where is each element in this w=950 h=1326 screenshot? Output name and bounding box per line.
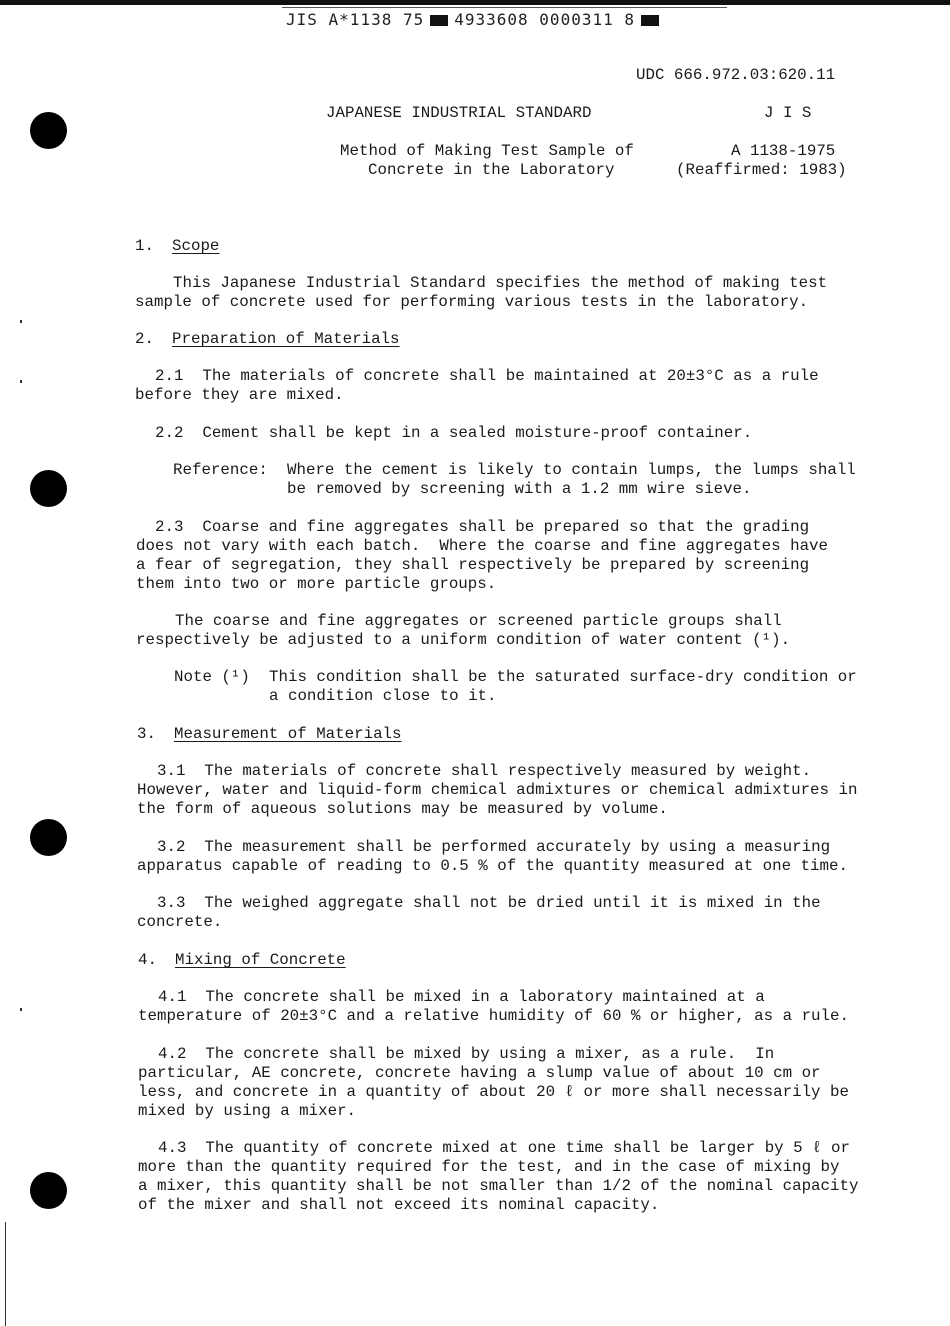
block-mark (430, 15, 448, 26)
scan-edge (5, 1222, 6, 1326)
doc-title-line: Method of Making Test Sample of (340, 142, 634, 160)
para-line: sample of concrete used for performing various tests in the laboratory. (135, 293, 809, 311)
para-line: Where the cement is likely to contain lumps, the lumps shall (287, 461, 856, 479)
para-line: 2.1 The materials of concrete shall be maintained at 20±3°C as a rule (155, 367, 819, 385)
reference-label: Reference: (173, 461, 268, 479)
para-line: particular, AE concrete, concrete having a slump value of about 10 cm or (138, 1064, 821, 1082)
para-line: 2.2 Cement shall be kept in a sealed moisture-proof container. (155, 424, 753, 442)
para-line: before they are mixed. (135, 386, 344, 404)
para-line: 3.1 The materials of concrete shall respectively measured by weight. (157, 762, 812, 780)
para-line: mixed by using a mixer. (138, 1102, 357, 1120)
para-line: 4.2 The concrete shall be mixed by using a mixer, as a rule. In (158, 1045, 775, 1063)
jis-label: J I S (764, 104, 812, 122)
code-left: JIS A*1138 75 (286, 10, 425, 29)
section-heading: Measurement of Materials (174, 725, 402, 743)
para-line: a condition close to it. (269, 687, 497, 705)
scan-speck (20, 1008, 22, 1011)
document-code (286, 10, 665, 29)
block-mark (641, 15, 659, 26)
doc-title-line: Concrete in the Laboratory (368, 161, 615, 179)
para-line: a fear of segregation, they shall respectively be prepared by screening (136, 556, 810, 574)
section-number: 1. (135, 237, 154, 255)
para-line: a mixer, this quantity shall be not smaller than 1/2 of the nominal capacity (138, 1177, 859, 1195)
para-line: apparatus capable of reading to 0.5 % of the quantity measured at one time. (137, 857, 848, 875)
para-line: respectively be adjusted to a uniform condition of water content (¹). (136, 631, 791, 649)
punch-hole (30, 470, 67, 507)
scan-speck (20, 320, 22, 323)
section-number: 2. (135, 330, 154, 348)
para-line: This Japanese Industrial Standard specifies the method of making test (173, 274, 828, 292)
punch-hole (30, 112, 67, 149)
para-line: However, water and liquid-form chemical admixtures or chemical admixtures in (137, 781, 858, 799)
para-line: 3.3 The weighed aggregate shall not be dried until it is mixed in the (157, 894, 821, 912)
para-line: more than the quantity required for the test, and in the case of mixing by (138, 1158, 840, 1176)
para-line: less, and concrete in a quantity of about 20 ℓ or more shall necessarily be (138, 1083, 849, 1101)
section-number: 3. (137, 725, 156, 743)
section-heading: Scope (172, 237, 220, 255)
para-line: does not vary with each batch. Where the coarse and fine aggregates have (136, 537, 829, 555)
code-middle: 4933608 0000311 8 (454, 10, 635, 29)
scan-top-border (0, 0, 950, 5)
para-line: 3.2 The measurement shall be performed accurately by using a measuring (157, 838, 831, 856)
standard-number: A 1138-1975 (731, 142, 836, 160)
para-line: them into two or more particle groups. (136, 575, 497, 593)
para-line: 4.3 The quantity of concrete mixed at one time shall be larger by 5 ℓ or (158, 1139, 851, 1157)
section-heading: Preparation of Materials (172, 330, 400, 348)
para-line: of the mixer and shall not exceed its nominal capacity. (138, 1196, 660, 1214)
para-line: concrete. (137, 913, 223, 931)
para-line: the form of aqueous solutions may be measured by volume. (137, 800, 668, 818)
para-line: 4.1 The concrete shall be mixed in a laboratory maintained at a (158, 988, 765, 1006)
section-heading: Mixing of Concrete (175, 951, 346, 969)
section-number: 4. (138, 951, 157, 969)
para-line: This condition shall be the saturated surface-dry condition or (269, 668, 857, 686)
para-line: be removed by screening with a 1.2 mm wire sieve. (287, 480, 752, 498)
note-label: Note (¹) (174, 668, 250, 686)
standard-org: JAPANESE INDUSTRIAL STANDARD (326, 104, 592, 122)
divider (282, 7, 727, 8)
para-line: 2.3 Coarse and fine aggregates shall be prepared so that the grading (155, 518, 810, 536)
punch-hole (30, 1172, 67, 1209)
para-line: The coarse and fine aggregates or screened particle groups shall (175, 612, 782, 630)
udc-number: UDC 666.972.03:620.11 (636, 66, 836, 84)
reaffirmed: (Reaffirmed: 1983) (676, 161, 847, 179)
para-line: temperature of 20±3°C and a relative humidity of 60 % or higher, as a rule. (138, 1007, 849, 1025)
punch-hole (30, 819, 67, 856)
scan-speck (20, 380, 22, 383)
